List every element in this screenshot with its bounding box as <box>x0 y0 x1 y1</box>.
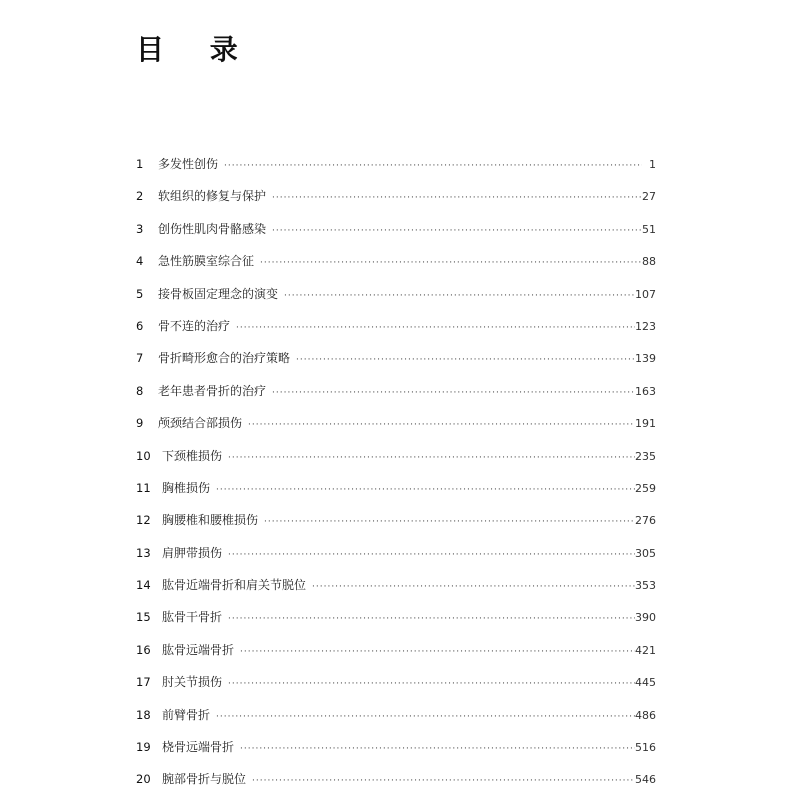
chapter-title: 骨折畸形愈合的治疗策略 <box>158 351 291 366</box>
toc-entry[interactable] <box>136 733 656 765</box>
chapter-number: 17 <box>136 675 151 690</box>
chapter-title: 肱骨干骨折 <box>162 610 223 625</box>
page-number: 51 <box>642 222 656 236</box>
chapter-title: 桡骨远端骨折 <box>162 740 235 755</box>
dot-leader <box>228 670 635 698</box>
page-number: 305 <box>635 546 656 560</box>
page-number: 421 <box>635 643 656 657</box>
toc-entry[interactable] <box>136 247 656 279</box>
toc-entry[interactable] <box>136 571 656 603</box>
toc-entry[interactable] <box>136 603 656 635</box>
page-number: 1 <box>649 158 656 171</box>
chapter-title: 腕部骨折与脱位 <box>162 772 247 787</box>
dot-leader <box>228 541 635 569</box>
toc-entry[interactable] <box>136 344 656 376</box>
chapter-title: 肱骨近端骨折和肩关节脱位 <box>162 578 307 593</box>
toc-entry[interactable] <box>136 668 656 700</box>
table-of-contents <box>136 150 656 798</box>
toc-entry[interactable] <box>136 442 656 474</box>
page-number: 546 <box>635 773 656 787</box>
toc-entry[interactable] <box>136 312 656 344</box>
toc-entry[interactable] <box>136 765 656 797</box>
dot-leader <box>284 282 635 310</box>
dot-leader <box>228 605 635 633</box>
page-number: 27 <box>642 190 656 204</box>
chapter-number: 12 <box>136 513 151 528</box>
chapter-number: 2 <box>136 189 144 204</box>
chapter-number: 19 <box>136 740 151 755</box>
dot-leader <box>272 184 642 212</box>
chapter-title: 颅颈结合部损伤 <box>158 416 243 431</box>
chapter-number: 16 <box>136 642 151 657</box>
toc-entry[interactable] <box>136 701 656 733</box>
chapter-number: 7 <box>136 351 144 366</box>
page-number: 191 <box>635 417 656 431</box>
chapter-number: 4 <box>136 254 144 269</box>
toc-entry[interactable] <box>136 377 656 409</box>
chapter-number: 1 <box>136 157 144 171</box>
toc-entry[interactable] <box>136 215 656 247</box>
chapter-number: 6 <box>136 318 144 333</box>
dot-leader <box>216 703 635 731</box>
chapter-title: 胸椎损伤 <box>162 480 211 495</box>
dot-leader <box>252 767 635 795</box>
chapter-number: 20 <box>136 772 151 787</box>
dot-leader <box>296 346 635 374</box>
chapter-number: 14 <box>136 578 151 593</box>
dot-leader <box>240 638 635 666</box>
chapter-number: 8 <box>136 383 144 398</box>
chapter-number: 3 <box>136 221 144 236</box>
chapter-number: 10 <box>136 448 151 463</box>
page-title: 目 录 <box>136 33 256 66</box>
page-number: 88 <box>642 255 656 269</box>
dot-leader <box>228 444 635 472</box>
page-number: 516 <box>635 741 656 755</box>
dot-leader <box>240 735 635 763</box>
dot-leader <box>312 573 635 601</box>
page-number: 259 <box>635 481 656 495</box>
chapter-title: 老年患者骨折的治疗 <box>158 383 267 398</box>
page-number: 235 <box>635 449 656 463</box>
dot-leader <box>224 152 642 180</box>
dot-leader <box>236 314 635 342</box>
chapter-title: 多发性创伤 <box>158 157 219 171</box>
chapter-title: 急性筋膜室综合征 <box>158 254 255 269</box>
dot-leader <box>272 217 642 245</box>
toc-entry[interactable] <box>136 506 656 538</box>
toc-entry[interactable] <box>136 150 656 182</box>
toc-entry[interactable] <box>136 280 656 312</box>
dot-leader <box>216 476 635 504</box>
chapter-title: 软组织的修复与保护 <box>158 189 267 204</box>
chapter-title: 创伤性肌肉骨骼感染 <box>158 221 267 236</box>
chapter-number: 15 <box>136 610 151 625</box>
page-number: 276 <box>635 514 656 528</box>
page-number: 353 <box>635 579 656 593</box>
chapter-title: 下颈椎损伤 <box>162 448 223 463</box>
chapter-title: 肱骨远端骨折 <box>162 642 235 657</box>
page-number: 390 <box>635 611 656 625</box>
dot-leader <box>272 379 635 407</box>
toc-entry[interactable] <box>136 636 656 668</box>
toc-entry[interactable] <box>136 539 656 571</box>
chapter-number: 5 <box>136 286 144 301</box>
chapter-number: 18 <box>136 707 151 722</box>
toc-entry[interactable] <box>136 474 656 506</box>
chapter-title: 肩胛带损伤 <box>162 545 223 560</box>
page-number: 107 <box>635 287 656 301</box>
chapter-number: 11 <box>136 480 151 495</box>
page-number: 486 <box>635 708 656 722</box>
chapter-title: 肘关节损伤 <box>162 675 223 690</box>
chapter-title: 前臂骨折 <box>162 707 211 722</box>
dot-leader <box>260 249 642 277</box>
chapter-number: 13 <box>136 545 151 560</box>
dot-leader <box>264 508 635 536</box>
chapter-title: 接骨板固定理念的演变 <box>158 286 279 301</box>
page-number: 139 <box>635 352 656 366</box>
toc-entry[interactable] <box>136 182 656 214</box>
chapter-title: 骨不连的治疗 <box>158 318 231 333</box>
toc-entry[interactable] <box>136 409 656 441</box>
page-number: 163 <box>635 384 656 398</box>
chapter-title: 胸腰椎和腰椎损伤 <box>162 513 259 528</box>
dot-leader <box>248 411 635 439</box>
chapter-number: 9 <box>136 416 144 431</box>
page-number: 123 <box>635 319 656 333</box>
page-number: 445 <box>635 676 656 690</box>
